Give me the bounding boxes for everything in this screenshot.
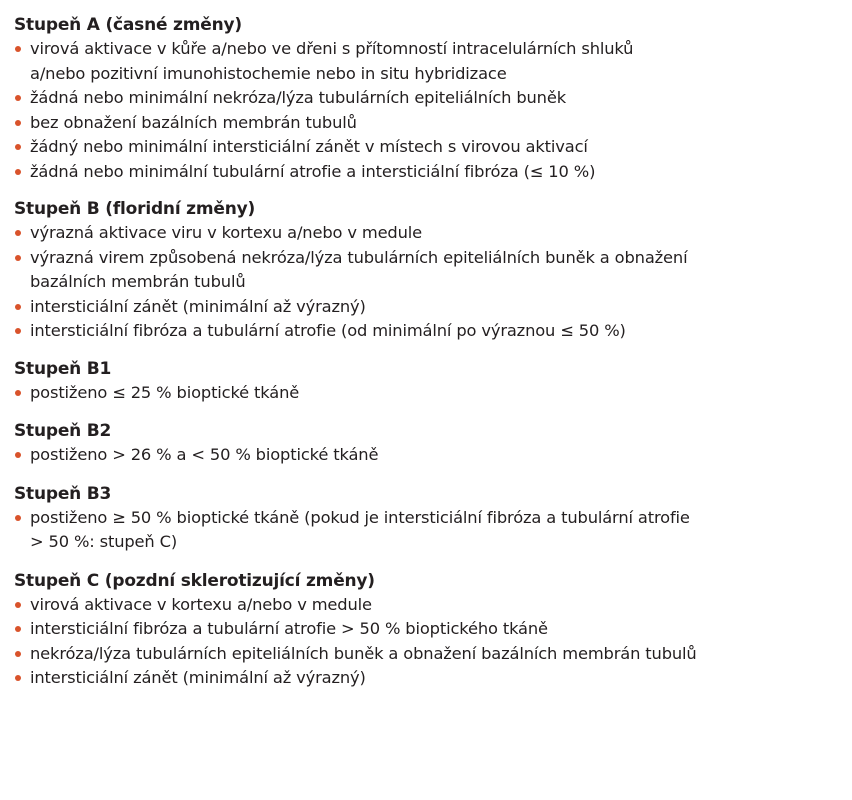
item-line: postiženo ≤ 25 % bioptické tkáně bbox=[30, 382, 300, 402]
item-line: bez obnažení bazálních membrán tubulů bbox=[30, 112, 357, 132]
section-grade-a bbox=[14, 14, 844, 184]
list-item bbox=[14, 593, 844, 618]
item-line: a/nebo pozitivní imunohistochemie nebo in situ hybridizace bbox=[30, 63, 507, 83]
item-line: žádný nebo minimální intersticiální zánět v místech s virovou aktivací bbox=[30, 137, 588, 156]
bullet-icon bbox=[15, 675, 21, 681]
list-item bbox=[14, 86, 844, 111]
section-heading: Stupeň B1 bbox=[14, 358, 112, 379]
list-item bbox=[14, 381, 844, 406]
item-line: postiženo ≥ 50 % bioptické tkáně (pokud je intersticiální fibróza a tubulární atrofie bbox=[30, 507, 690, 527]
list-item bbox=[14, 221, 844, 246]
section-heading: Stupeň A (časné změny) bbox=[14, 15, 242, 35]
bullet-icon bbox=[15, 120, 21, 126]
bullet-icon bbox=[15, 602, 21, 608]
bullet-icon bbox=[15, 46, 21, 52]
bullet-icon bbox=[15, 452, 21, 458]
section-heading: Stupeň B (floridní změny) bbox=[14, 199, 256, 219]
item-line: žádná nebo minimální tubulární atrofie a intersticiální fibróza (≤ 10 %) bbox=[30, 161, 596, 181]
list-item bbox=[14, 246, 844, 295]
list-item bbox=[14, 135, 844, 160]
item-line: intersticiální fibróza a tubulární atrofie > 50 % bioptického tkáně bbox=[30, 619, 548, 638]
list-item bbox=[14, 666, 844, 691]
grading-document bbox=[14, 14, 844, 705]
item-line: intersticiální zánět (minimální až výrazný) bbox=[30, 296, 366, 316]
list-item bbox=[14, 295, 844, 320]
item-line: postiženo > 26 % a < 50 % bioptické tkáně bbox=[30, 445, 379, 464]
item-list bbox=[14, 593, 844, 691]
section-heading: Stupeň B2 bbox=[14, 421, 112, 441]
item-line: virová aktivace v kůře a/nebo ve dřeni s přítomností intracelulárních shluků bbox=[30, 39, 634, 58]
list-item bbox=[14, 37, 844, 86]
bullet-icon bbox=[15, 255, 21, 261]
bullet-icon bbox=[15, 304, 21, 310]
section-grade-b3 bbox=[14, 483, 844, 555]
bullet-icon bbox=[15, 144, 21, 150]
item-line: žádná nebo minimální nekróza/lýza tubulárních epiteliálních buněk bbox=[30, 88, 566, 107]
item-line: výrazná aktivace viru v kortexu a/nebo v medule bbox=[30, 223, 423, 242]
list-item bbox=[14, 506, 844, 555]
item-line: nekróza/lýza tubulárních epiteliálních buněk a obnažení bazálních membrán tubulů bbox=[30, 643, 697, 663]
item-line: intersticiální fibróza a tubulární atrofie (od minimální po výraznou ≤ 50 %) bbox=[30, 321, 626, 340]
bullet-icon bbox=[15, 651, 21, 657]
bullet-icon bbox=[15, 230, 21, 236]
item-line: virová aktivace v kortexu a/nebo v medule bbox=[30, 594, 372, 614]
item-list bbox=[14, 381, 844, 406]
list-item bbox=[14, 160, 844, 185]
section-grade-c bbox=[14, 570, 844, 691]
bullet-icon bbox=[15, 515, 21, 521]
list-item bbox=[14, 319, 844, 344]
item-line: > 50 %: stupeň C) bbox=[30, 532, 178, 551]
bullet-icon bbox=[15, 95, 21, 101]
section-grade-b2 bbox=[14, 420, 844, 468]
list-item bbox=[14, 443, 844, 468]
list-item bbox=[14, 111, 844, 136]
list-item bbox=[14, 642, 844, 667]
bullet-icon bbox=[15, 626, 21, 632]
bullet-icon bbox=[15, 169, 21, 175]
item-list bbox=[14, 443, 844, 468]
list-item bbox=[14, 617, 844, 642]
section-heading: Stupeň C (pozdní sklerotizující změny) bbox=[14, 570, 375, 591]
item-list bbox=[14, 37, 844, 184]
item-list bbox=[14, 221, 844, 344]
bullet-icon bbox=[15, 328, 21, 334]
section-grade-b1 bbox=[14, 358, 844, 406]
bullet-icon bbox=[15, 390, 21, 396]
item-line: výrazná virem způsobená nekróza/lýza tubulárních epiteliálních buněk a obnažení bbox=[30, 247, 688, 267]
section-grade-b bbox=[14, 198, 844, 344]
item-line: bazálních membrán tubulů bbox=[30, 272, 246, 291]
item-list bbox=[14, 506, 844, 555]
section-heading: Stupeň B3 bbox=[14, 483, 112, 504]
item-line: intersticiální zánět (minimální až výrazný) bbox=[30, 668, 366, 687]
